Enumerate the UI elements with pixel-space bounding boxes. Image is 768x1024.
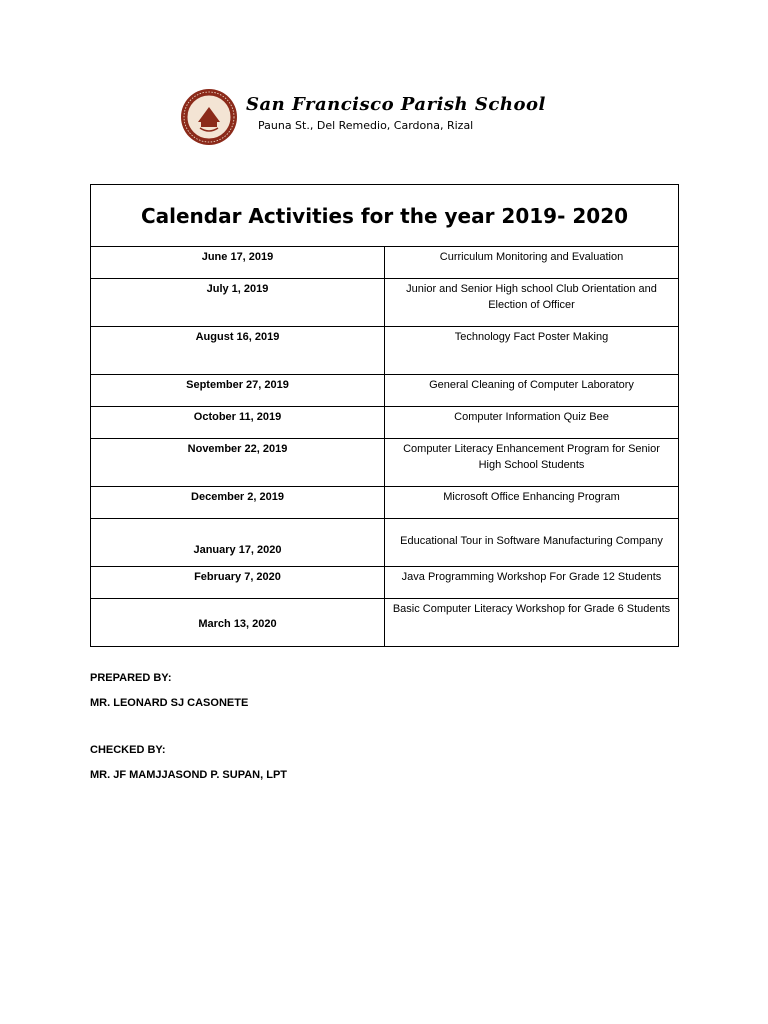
- activity-name: Basic Computer Literacy Workshop for Grade 6 Students: [385, 599, 679, 647]
- activity-date: November 22, 2019: [91, 439, 385, 487]
- activity-name: Computer Literacy Enhancement Program for Senior High School Students: [385, 439, 679, 487]
- table-row: [91, 247, 679, 279]
- table-row: [91, 439, 679, 487]
- table-row: [91, 599, 679, 647]
- activity-name: Junior and Senior High school Club Orientation and Election of Officer: [385, 279, 679, 327]
- activity-name: Java Programming Workshop For Grade 12 Students: [385, 567, 679, 599]
- activity-date: June 17, 2019: [91, 247, 385, 279]
- school-header: [180, 88, 546, 146]
- activity-name: Curriculum Monitoring and Evaluation: [385, 247, 679, 279]
- calendar-title: Calendar Activities for the year 2019- 2020: [91, 185, 679, 247]
- table-row: [91, 407, 679, 439]
- activity-date: February 7, 2020: [91, 567, 385, 599]
- table-row: [91, 375, 679, 407]
- checked-by-label: CHECKED BY:: [90, 744, 166, 756]
- calendar-table: [90, 184, 679, 647]
- table-row: [91, 327, 679, 375]
- table-row: [91, 567, 679, 599]
- activity-date: March 13, 2020: [91, 599, 385, 647]
- school-address: Pauna St., Del Remedio, Cardona, Rizal: [258, 119, 474, 132]
- checked-by-name: MR. JF MAMJJASOND P. SUPAN, LPT: [90, 769, 288, 781]
- table-row: [91, 519, 679, 567]
- activity-date: December 2, 2019: [91, 487, 385, 519]
- activity-date: August 16, 2019: [91, 327, 385, 375]
- school-seal-icon: [180, 88, 238, 146]
- activity-name: Microsoft Office Enhancing Program: [385, 487, 679, 519]
- table-row: [91, 279, 679, 327]
- activity-date: January 17, 2020: [91, 519, 385, 567]
- table-title-row: [91, 185, 679, 247]
- activity-name: Technology Fact Poster Making: [385, 327, 679, 375]
- prepared-by-name: MR. LEONARD SJ CASONETE: [90, 697, 249, 709]
- activity-name: Educational Tour in Software Manufacturing Company: [385, 519, 679, 567]
- school-name: San Francisco Parish School: [246, 94, 546, 115]
- activity-date: September 27, 2019: [91, 375, 385, 407]
- activity-date: October 11, 2019: [91, 407, 385, 439]
- activity-name: Computer Information Quiz Bee: [385, 407, 679, 439]
- table-row: [91, 487, 679, 519]
- activity-date: July 1, 2019: [91, 279, 385, 327]
- prepared-by-label: PREPARED BY:: [90, 672, 172, 684]
- activity-name: General Cleaning of Computer Laboratory: [385, 375, 679, 407]
